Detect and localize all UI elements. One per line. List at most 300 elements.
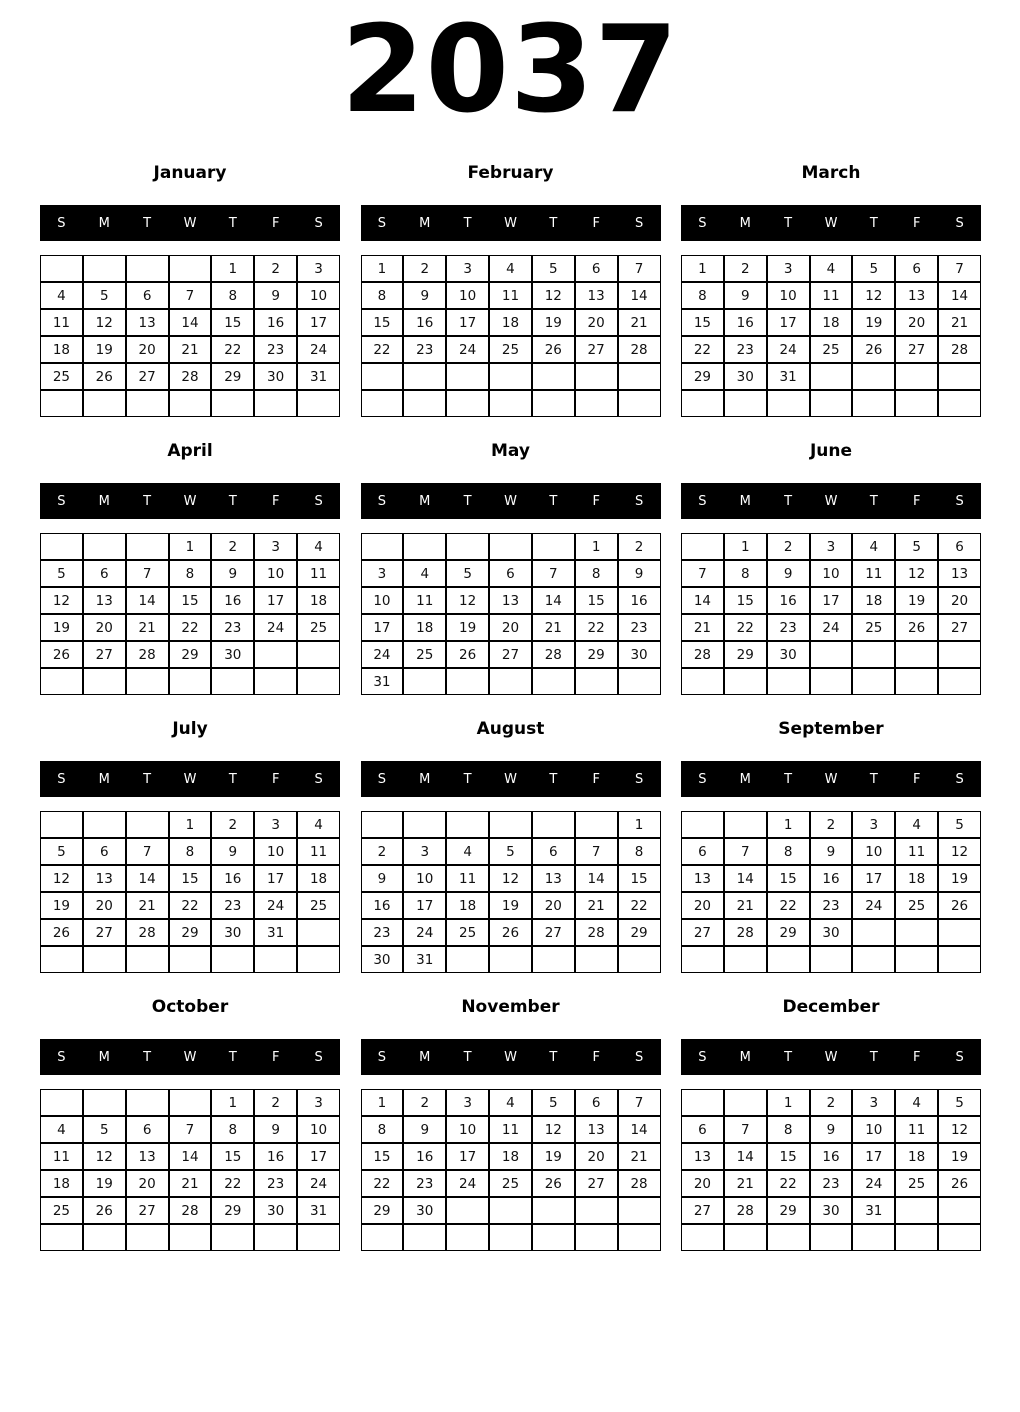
day-cell: 12 [532, 1116, 575, 1143]
day-cell: 5 [532, 1089, 575, 1116]
empty-day-cell [83, 946, 126, 973]
day-cell: 22 [575, 614, 618, 641]
day-cell: 9 [211, 838, 254, 865]
day-cell: 21 [169, 336, 212, 363]
day-cell: 13 [681, 865, 724, 892]
day-cell: 5 [532, 255, 575, 282]
empty-day-cell [403, 363, 446, 390]
day-cell: 22 [681, 336, 724, 363]
week-row [40, 892, 340, 919]
day-cell: 11 [852, 560, 895, 587]
weekday-label: S [377, 1049, 387, 1065]
week-row [681, 946, 981, 973]
day-cell: 31 [361, 668, 404, 695]
day-cell: 21 [575, 892, 618, 919]
empty-day-cell [575, 390, 618, 417]
day-cell: 6 [575, 255, 618, 282]
weekday-label: W [824, 1049, 838, 1065]
day-cell: 5 [938, 1089, 981, 1116]
day-cell: 20 [681, 1170, 724, 1197]
empty-day-cell [532, 1197, 575, 1224]
day-cell: 9 [254, 1116, 297, 1143]
day-cell: 30 [618, 641, 661, 668]
empty-day-cell [895, 1197, 938, 1224]
day-cell: 31 [852, 1197, 895, 1224]
day-cell: 27 [681, 919, 724, 946]
weekday-label: T [549, 1049, 558, 1065]
weekday-label: S [57, 771, 66, 787]
month-days-grid [40, 1089, 340, 1251]
day-cell: 21 [681, 614, 724, 641]
weekday-label: W [824, 771, 838, 787]
day-cell: 15 [575, 587, 618, 614]
weekday-header-row [40, 1039, 340, 1075]
day-cell: 2 [810, 811, 853, 838]
day-cell: 18 [895, 1143, 938, 1170]
day-cell: 30 [211, 919, 254, 946]
empty-day-cell [575, 946, 618, 973]
day-cell: 2 [211, 533, 254, 560]
day-cell: 10 [810, 560, 853, 587]
empty-day-cell [681, 390, 724, 417]
empty-day-cell [211, 668, 254, 695]
day-cell: 19 [446, 614, 489, 641]
day-cell: 12 [83, 1143, 126, 1170]
day-cell: 25 [446, 919, 489, 946]
day-cell: 23 [403, 1170, 446, 1197]
empty-day-cell [575, 1197, 618, 1224]
empty-day-cell [40, 811, 83, 838]
weekday-label: M [98, 771, 110, 787]
day-cell: 1 [169, 811, 212, 838]
empty-day-cell [810, 946, 853, 973]
year-title: 2037 [341, 1, 679, 140]
day-cell: 24 [852, 1170, 895, 1197]
day-cell: 7 [681, 560, 724, 587]
month-title: November [461, 997, 560, 1017]
week-row [361, 865, 661, 892]
month-days-grid [40, 811, 340, 973]
day-cell: 17 [446, 1143, 489, 1170]
weekday-header-row [681, 761, 981, 797]
empty-day-cell [724, 390, 767, 417]
day-cell: 10 [254, 838, 297, 865]
day-cell: 22 [169, 614, 212, 641]
empty-day-cell [403, 811, 446, 838]
month-days-grid [40, 255, 340, 417]
weekday-label: F [912, 493, 921, 509]
day-cell: 2 [767, 533, 810, 560]
day-cell: 10 [767, 282, 810, 309]
weekday-label: T [228, 771, 237, 787]
day-cell: 15 [211, 1143, 254, 1170]
week-row [40, 560, 340, 587]
empty-day-cell [83, 668, 126, 695]
day-cell: 17 [767, 309, 810, 336]
empty-day-cell [681, 533, 724, 560]
day-cell: 20 [681, 892, 724, 919]
week-row [681, 309, 981, 336]
weekday-label: W [183, 215, 197, 231]
day-cell: 9 [810, 838, 853, 865]
month-days-grid [361, 533, 661, 695]
month-block [40, 697, 340, 975]
day-cell: 3 [254, 811, 297, 838]
day-cell: 18 [446, 892, 489, 919]
empty-day-cell [169, 255, 212, 282]
weekday-header-row [361, 761, 661, 797]
weekday-header-row [681, 483, 981, 519]
empty-day-cell [489, 533, 532, 560]
day-cell: 24 [361, 641, 404, 668]
day-cell: 26 [852, 336, 895, 363]
week-row [681, 641, 981, 668]
day-cell: 26 [446, 641, 489, 668]
day-cell: 3 [852, 1089, 895, 1116]
day-cell: 11 [489, 282, 532, 309]
day-cell: 26 [40, 641, 83, 668]
empty-day-cell [852, 390, 895, 417]
week-row [681, 1089, 981, 1116]
day-cell: 4 [403, 560, 446, 587]
day-cell: 23 [618, 614, 661, 641]
empty-day-cell [681, 946, 724, 973]
day-cell: 7 [126, 560, 169, 587]
week-row [40, 1089, 340, 1116]
month-block [40, 141, 340, 419]
day-cell: 28 [575, 919, 618, 946]
day-cell: 9 [618, 560, 661, 587]
empty-day-cell [297, 946, 340, 973]
weekday-label: S [314, 771, 323, 787]
weekday-label: F [912, 215, 921, 231]
weekday-label: T [463, 771, 472, 787]
day-cell: 4 [489, 1089, 532, 1116]
empty-day-cell [489, 1224, 532, 1251]
empty-day-cell [126, 811, 169, 838]
day-cell: 3 [403, 838, 446, 865]
month-block [681, 419, 981, 697]
day-cell: 14 [169, 1143, 212, 1170]
empty-day-cell [810, 1224, 853, 1251]
day-cell: 19 [532, 1143, 575, 1170]
day-cell: 8 [767, 838, 810, 865]
day-cell: 31 [254, 919, 297, 946]
day-cell: 30 [254, 363, 297, 390]
empty-day-cell [767, 1224, 810, 1251]
day-cell: 16 [810, 1143, 853, 1170]
day-cell: 19 [83, 1170, 126, 1197]
week-row [681, 1116, 981, 1143]
empty-day-cell [254, 641, 297, 668]
weekday-label: T [869, 1049, 878, 1065]
empty-day-cell [169, 1089, 212, 1116]
empty-day-cell [83, 1089, 126, 1116]
day-cell: 20 [938, 587, 981, 614]
day-cell: 28 [618, 336, 661, 363]
month-title: September [778, 719, 884, 739]
week-row [681, 919, 981, 946]
empty-day-cell [681, 1089, 724, 1116]
day-cell: 2 [361, 838, 404, 865]
weekday-label: S [955, 1049, 964, 1065]
weekday-label: T [784, 771, 793, 787]
empty-day-cell [810, 641, 853, 668]
day-cell: 21 [169, 1170, 212, 1197]
empty-day-cell [40, 533, 83, 560]
day-cell: 17 [297, 1143, 340, 1170]
week-row [40, 282, 340, 309]
day-cell: 21 [724, 1170, 767, 1197]
day-cell: 7 [938, 255, 981, 282]
day-cell: 5 [489, 838, 532, 865]
weekday-label: F [592, 215, 600, 231]
day-cell: 1 [724, 533, 767, 560]
month-title: February [467, 163, 554, 183]
month-title: December [782, 997, 880, 1017]
week-row [361, 1170, 661, 1197]
empty-day-cell [852, 641, 895, 668]
day-cell: 7 [724, 838, 767, 865]
day-cell: 16 [810, 865, 853, 892]
day-cell: 2 [810, 1089, 853, 1116]
empty-day-cell [681, 1224, 724, 1251]
weekday-label: M [419, 493, 431, 509]
weekday-label: S [955, 771, 964, 787]
day-cell: 20 [895, 309, 938, 336]
empty-day-cell [83, 533, 126, 560]
weekday-label: F [271, 493, 280, 509]
weekday-label: T [228, 215, 237, 231]
week-row [361, 641, 661, 668]
empty-day-cell [126, 668, 169, 695]
day-cell: 17 [254, 865, 297, 892]
day-cell: 26 [532, 1170, 575, 1197]
day-cell: 22 [169, 892, 212, 919]
weekday-label: W [824, 493, 838, 509]
day-cell: 25 [297, 892, 340, 919]
week-row [361, 1116, 661, 1143]
weekday-label: S [377, 771, 387, 787]
weekday-label: W [183, 1049, 197, 1065]
day-cell: 8 [361, 282, 404, 309]
day-cell: 5 [446, 560, 489, 587]
day-cell: 19 [895, 587, 938, 614]
month-title: June [809, 441, 853, 461]
month-days-grid [361, 1089, 661, 1251]
weekday-label: S [57, 215, 66, 231]
day-cell: 28 [126, 919, 169, 946]
empty-day-cell [532, 811, 575, 838]
day-cell: 14 [724, 1143, 767, 1170]
day-cell: 29 [211, 1197, 254, 1224]
day-cell: 2 [211, 811, 254, 838]
day-cell: 30 [810, 1197, 853, 1224]
weekday-label: T [549, 215, 558, 231]
day-cell: 29 [618, 919, 661, 946]
empty-day-cell [575, 1224, 618, 1251]
day-cell: 7 [575, 838, 618, 865]
week-row [361, 1089, 661, 1116]
month-block [361, 697, 661, 975]
empty-day-cell [767, 390, 810, 417]
day-cell: 20 [575, 1143, 618, 1170]
weekday-label: T [143, 493, 152, 509]
empty-day-cell [681, 668, 724, 695]
weekday-label: S [634, 771, 644, 787]
weekday-label: T [549, 771, 558, 787]
day-cell: 28 [724, 919, 767, 946]
day-cell: 15 [169, 587, 212, 614]
weekday-label: S [698, 1049, 707, 1065]
day-cell: 7 [724, 1116, 767, 1143]
weekday-label: F [271, 1049, 280, 1065]
empty-day-cell [403, 668, 446, 695]
empty-day-cell [938, 641, 981, 668]
empty-day-cell [852, 946, 895, 973]
day-cell: 20 [126, 1170, 169, 1197]
weekday-label: T [784, 215, 793, 231]
empty-day-cell [938, 919, 981, 946]
day-cell: 26 [40, 919, 83, 946]
day-cell: 8 [211, 1116, 254, 1143]
day-cell: 20 [575, 309, 618, 336]
weekday-label: S [698, 493, 707, 509]
day-cell: 11 [446, 865, 489, 892]
day-cell: 12 [40, 865, 83, 892]
day-cell: 12 [532, 282, 575, 309]
day-cell: 10 [852, 1116, 895, 1143]
month-title: October [151, 997, 229, 1017]
empty-day-cell [489, 668, 532, 695]
day-cell: 5 [83, 1116, 126, 1143]
day-cell: 29 [724, 641, 767, 668]
day-cell: 21 [618, 1143, 661, 1170]
week-row [40, 1143, 340, 1170]
day-cell: 8 [767, 1116, 810, 1143]
weekday-header-row [681, 205, 981, 241]
weekday-label: S [57, 1049, 66, 1065]
empty-day-cell [211, 1224, 254, 1251]
day-cell: 25 [40, 1197, 83, 1224]
day-cell: 6 [681, 838, 724, 865]
month-title: March [801, 163, 861, 183]
day-cell: 14 [618, 1116, 661, 1143]
day-cell: 19 [40, 614, 83, 641]
weekday-label: T [869, 771, 878, 787]
day-cell: 11 [403, 587, 446, 614]
day-cell: 16 [403, 1143, 446, 1170]
day-cell: 11 [297, 838, 340, 865]
empty-day-cell [169, 390, 212, 417]
empty-day-cell [254, 946, 297, 973]
day-cell: 30 [211, 641, 254, 668]
empty-day-cell [489, 390, 532, 417]
empty-day-cell [618, 1197, 661, 1224]
day-cell: 9 [403, 1116, 446, 1143]
weekday-header-row [361, 205, 661, 241]
day-cell: 27 [126, 1197, 169, 1224]
day-cell: 29 [767, 919, 810, 946]
day-cell: 5 [40, 838, 83, 865]
week-row [361, 892, 661, 919]
day-cell: 24 [254, 614, 297, 641]
day-cell: 25 [403, 641, 446, 668]
empty-day-cell [618, 1224, 661, 1251]
week-row [361, 255, 661, 282]
day-cell: 23 [211, 892, 254, 919]
empty-day-cell [575, 811, 618, 838]
day-cell: 24 [810, 614, 853, 641]
day-cell: 19 [852, 309, 895, 336]
weekday-label: S [57, 493, 66, 509]
day-cell: 23 [254, 1170, 297, 1197]
day-cell: 26 [532, 336, 575, 363]
empty-day-cell [938, 390, 981, 417]
month-title: May [491, 441, 530, 461]
day-cell: 13 [938, 560, 981, 587]
day-cell: 8 [681, 282, 724, 309]
day-cell: 30 [361, 946, 404, 973]
empty-day-cell [254, 390, 297, 417]
empty-day-cell [618, 390, 661, 417]
empty-day-cell [403, 533, 446, 560]
day-cell: 9 [361, 865, 404, 892]
day-cell: 3 [810, 533, 853, 560]
day-cell: 22 [361, 336, 404, 363]
empty-day-cell [126, 390, 169, 417]
empty-day-cell [489, 811, 532, 838]
empty-day-cell [40, 668, 83, 695]
weekday-label: W [183, 493, 197, 509]
day-cell: 14 [681, 587, 724, 614]
day-cell: 10 [446, 1116, 489, 1143]
empty-day-cell [446, 811, 489, 838]
week-row [681, 1143, 981, 1170]
week-row [681, 838, 981, 865]
day-cell: 19 [489, 892, 532, 919]
day-cell: 16 [724, 309, 767, 336]
day-cell: 1 [767, 1089, 810, 1116]
week-row [40, 1116, 340, 1143]
day-cell: 4 [895, 811, 938, 838]
day-cell: 11 [489, 1116, 532, 1143]
day-cell: 12 [938, 1116, 981, 1143]
empty-day-cell [618, 363, 661, 390]
empty-day-cell [40, 255, 83, 282]
weekday-header-row [40, 205, 340, 241]
empty-day-cell [618, 668, 661, 695]
empty-day-cell [297, 919, 340, 946]
empty-day-cell [126, 1089, 169, 1116]
weekday-label: M [419, 771, 431, 787]
empty-day-cell [254, 1224, 297, 1251]
day-cell: 8 [211, 282, 254, 309]
day-cell: 3 [361, 560, 404, 587]
empty-day-cell [895, 946, 938, 973]
day-cell: 28 [618, 1170, 661, 1197]
weekday-label: F [912, 1049, 921, 1065]
day-cell: 26 [938, 892, 981, 919]
weekday-label: M [98, 215, 110, 231]
day-cell: 13 [83, 587, 126, 614]
empty-day-cell [169, 668, 212, 695]
day-cell: 15 [211, 309, 254, 336]
day-cell: 4 [297, 811, 340, 838]
month-title: April [167, 441, 213, 461]
week-row [681, 282, 981, 309]
day-cell: 13 [681, 1143, 724, 1170]
